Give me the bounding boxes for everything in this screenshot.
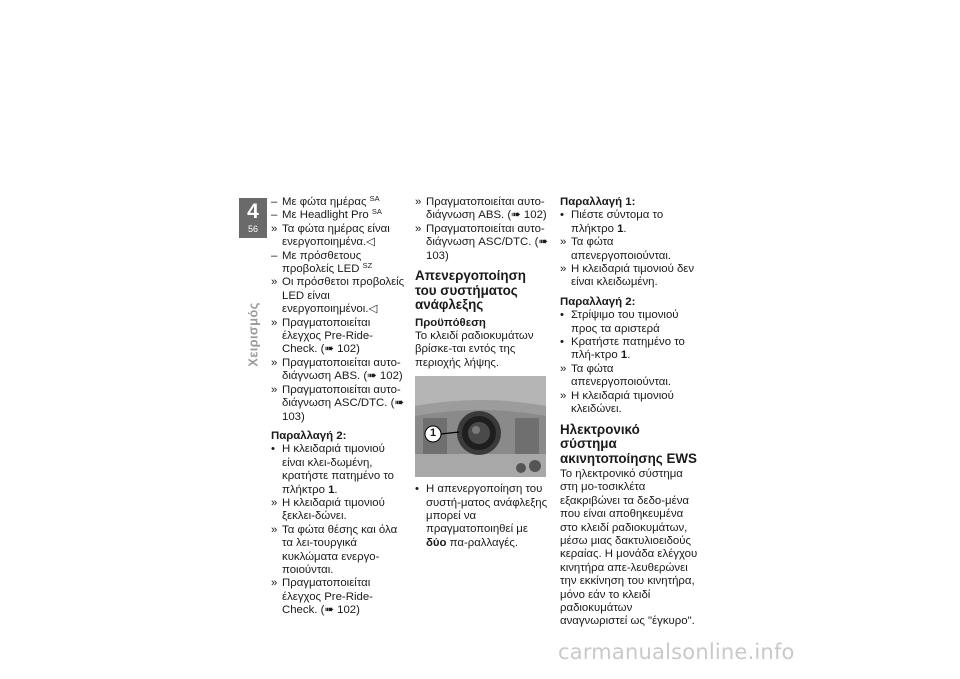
- condition-led-lights: – Με πρόσθετους προβολείς LED $^{SZ}$: [271, 249, 373, 276]
- result-item: » Πραγματοποιείται αυτο-διάγνωση ABS. (➠ 102): [271, 356, 403, 383]
- result-item: » Πραγματοποιείται έλεγχος Pre-Ride-Check. (➠ 102): [271, 577, 373, 617]
- ignition-button-photo: [415, 376, 546, 477]
- step-item: • Στρίψιμο του τιμονιού προς τα αριστερά: [560, 309, 679, 335]
- result-item: » Τα φώτα ημέρας είναι ενεργοποιημένα.◁: [271, 222, 390, 249]
- result-item: » Οι πρόσθετοι προβολείς LED είναι ενεργοποιημένοι.◁: [271, 276, 405, 316]
- result-item: » Πραγματοποιείται αυτο-διάγνωση ASC/DTC. (➠ 103): [415, 222, 548, 262]
- result-item: » Πραγματοποιείται έλεγχος Pre-Ride-Check. (➠ 102): [271, 316, 373, 356]
- side-section-title: Χειρισμός: [245, 302, 261, 367]
- result-item: » Η κλειδαριά τιμονιού ξεκλει-δώνει.: [271, 496, 385, 523]
- variant-1-heading: Παραλλαγή 1:: [560, 196, 636, 208]
- step-item: • Κρατήστε πατημένο το πλή-κτρο 1.: [560, 336, 685, 362]
- condition-daytime-lights: – Με φώτα ημέρας $^{SA}$: [271, 194, 380, 208]
- watermark-text: carmanualsonline.info: [558, 640, 795, 664]
- section-heading-ignition-off: Απενεργοποίηση του συστήματος ανάφλεξης: [415, 268, 526, 313]
- ews-description: Το ηλεκτρονικό σύστημα στη μο-τοσικλέτα εξακριβώνει τα δεδο-μένα που είναι αποθηκευμένα στο κλειδί ραδιοκυμάτων, μέσω μιας δακτυλιοειδούς κεραίας. Η μονάδα ελέγχου κινητήρα απε-λευθερώνει την εκκίνηση του κινητήρα, μόνο εάν το κλειδί ραδιοκυμάτων αναγνωριστεί ως "έγκυρο".: [560, 468, 698, 628]
- step-item: • Η απενεργοποίηση του συστή-ματος ανάφλεξης μπορεί να πραγματοποιηθεί με δύο πα-ραλλαγές.: [415, 483, 548, 549]
- page-number: 56: [247, 224, 258, 234]
- figure-callout-label: 1: [429, 427, 437, 440]
- column-1: [271, 196, 406, 618]
- chapter-number: 4: [247, 200, 259, 223]
- section-heading-ews: Ηλεκτρονικό σύστημα ακινητοποίησης EWS: [560, 421, 697, 466]
- step-item: • Πιέστε σύντομα το πλήκτρο 1.: [560, 209, 664, 235]
- prerequisite-text: Το κλειδί ραδιοκυμάτων βρίσκε-ται εντός της περιοχής λήψης.: [415, 329, 534, 369]
- variant-2-heading: Παραλλαγή 2:: [560, 295, 636, 308]
- column-2: [415, 196, 550, 550]
- result-item: » Η κλειδαριά τιμονιού δεν είναι κλειδωμένη.: [560, 263, 695, 289]
- condition-headlight-pro: – Με Headlight Pro $^{SA}$: [271, 207, 382, 222]
- step-item: • Η κλειδαριά τιμονιού είναι κλει-δωμένη, κρατήστε πατημένο το πλήκτρο 1.: [271, 443, 394, 496]
- column-3: [560, 196, 700, 629]
- variant-2-heading: Παραλλαγή 2:: [271, 429, 347, 442]
- result-item: » Τα φώτα απενεργοποιούνται.: [560, 236, 672, 262]
- result-item: » Πραγματοποιείται αυτο-διάγνωση ABS. (➠ 102): [415, 196, 547, 222]
- prerequisite-heading: Προϋπόθεση: [415, 316, 486, 329]
- result-item: » Τα φώτα θέσης και όλα τα λει-τουργικά κυκλώματα ενεργο-ποιούνται.: [271, 523, 398, 576]
- result-item: » Πραγματοποιείται αυτο-διάγνωση ASC/DTC. (➠ 103): [271, 383, 404, 423]
- chapter-tab: [239, 198, 267, 238]
- result-item: » Τα φώτα απενεργοποιούνται.: [560, 362, 672, 389]
- result-item: » Η κλειδαριά τιμονιού κλειδώνει.: [560, 389, 674, 416]
